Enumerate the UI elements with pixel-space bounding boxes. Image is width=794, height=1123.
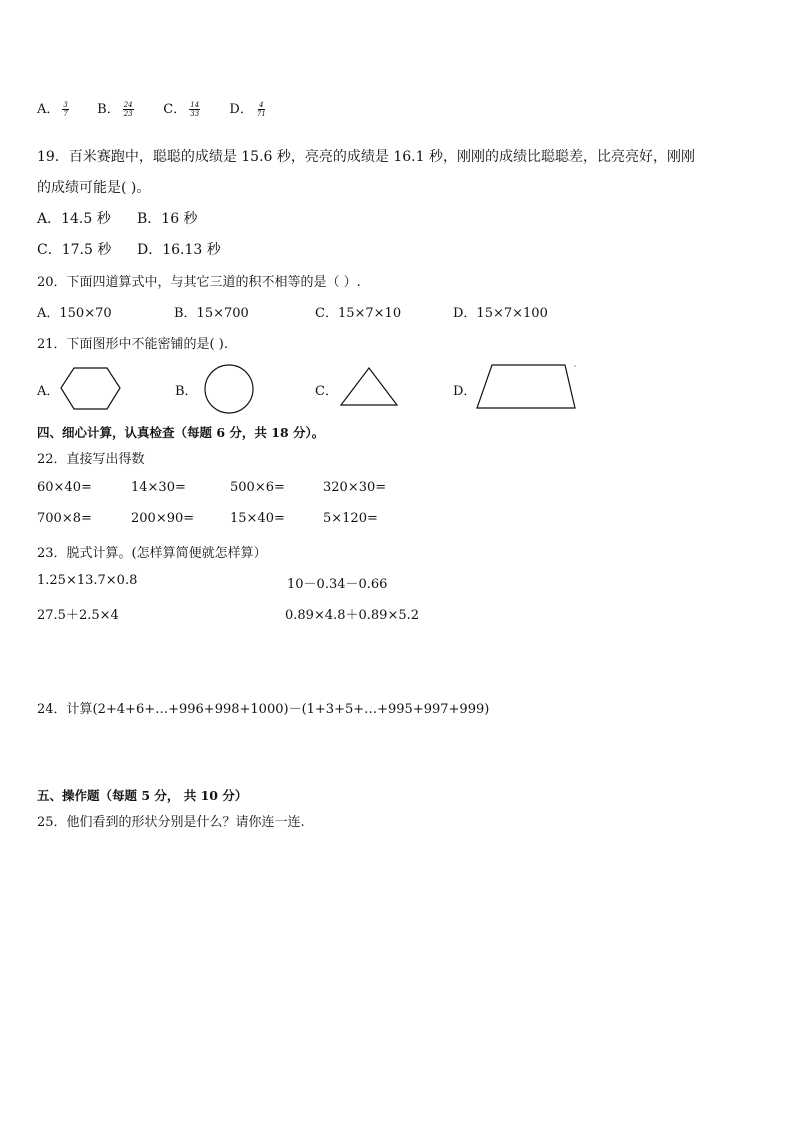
- q22-item: 60×40=: [37, 480, 92, 495]
- q23-expression-1: 1.25×13.7×0.8: [37, 573, 138, 588]
- q24-stem: 24．计算(2+4+6+…+996+998+1000)－(1+3+5+…+995+997+999): [37, 702, 490, 717]
- q21-option-d-label: D．: [453, 384, 477, 399]
- fraction: $\frac{3}{7}$: [63, 101, 68, 118]
- q23-expression-3: 27.5＋2.5×4: [37, 608, 119, 623]
- q19-option-a: A．14.5 秒: [37, 211, 111, 227]
- q23-expression-2: 10－0.34－0.66: [287, 577, 388, 592]
- q21-option-a-label: A．: [37, 384, 60, 399]
- q19-option-b: B．16 秒: [137, 211, 198, 227]
- q23-expression-4: 0.89×4.8＋0.89×5.2: [285, 608, 420, 623]
- q19-option-c: C．17.5 秒: [37, 242, 112, 258]
- q22-item: 320×30=: [323, 480, 387, 495]
- q18-option-c: C． $\frac{14}{33}$: [163, 101, 200, 118]
- q23-stem: 23．脱式计算。(怎样算简便就怎样算）: [37, 546, 267, 561]
- q22-item: 5×120=: [323, 511, 378, 526]
- fraction: $\frac{24}{23}$: [123, 101, 133, 118]
- q19-stem-line1: 19．百米赛跑中，聪聪的成绩是 15.6 秒，亮亮的成绩是 16.1 秒，刚刚的成绩比聪聪差，比亮亮好，刚刚: [37, 149, 695, 165]
- q18-option-a: A． $\frac{3}{7}$: [37, 101, 68, 118]
- hexagon-shape: [60, 367, 122, 411]
- fraction: $\frac{4}{71}$: [256, 101, 266, 118]
- q20-stem: 20．下面四道算式中，与其它三道的积不相等的是（ ）.: [37, 275, 361, 290]
- section-5-heading: 五、操作题（每题 5 分， 共 10 分）: [37, 788, 248, 803]
- q20-option-a: A．150×70: [37, 306, 112, 321]
- q22-item: 15×40=: [230, 511, 285, 526]
- trapezoid-shape: [475, 363, 579, 411]
- q19-stem-line2: 的成绩可能是( )。: [37, 180, 151, 196]
- q22-item: 14×30=: [131, 480, 186, 495]
- q22-item: 200×90=: [131, 511, 195, 526]
- q22-item: 700×8=: [37, 511, 92, 526]
- q19-option-d: D．16.13 秒: [137, 242, 221, 258]
- q25-stem: 25．他们看到的形状分别是什么？请你连一连.: [37, 815, 305, 830]
- q21-option-b-label: B．: [175, 384, 198, 399]
- q21-stem: 21．下面图形中不能密铺的是( ).: [37, 337, 228, 352]
- q20-option-c: C．15×7×10: [315, 306, 402, 321]
- q20-option-d: D．15×7×100: [453, 306, 548, 321]
- q21-option-c-label: C．: [315, 384, 338, 399]
- section-4-heading: 四、细心计算，认真检查（每题 6 分，共 18 分）。: [37, 425, 325, 440]
- q20-option-b: B．15×700: [174, 306, 249, 321]
- q22-item: 500×6=: [230, 480, 285, 495]
- triangle-shape: [340, 367, 400, 407]
- q18-option-b: B． $\frac{24}{23}$: [97, 101, 133, 118]
- fraction: $\frac{14}{33}$: [190, 101, 200, 118]
- q18-option-d: D． $\frac{4}{71}$: [229, 101, 266, 118]
- circle-shape: [203, 362, 255, 416]
- q18-options: [37, 98, 289, 118]
- q22-stem: 22．直接写出得数: [37, 452, 145, 467]
